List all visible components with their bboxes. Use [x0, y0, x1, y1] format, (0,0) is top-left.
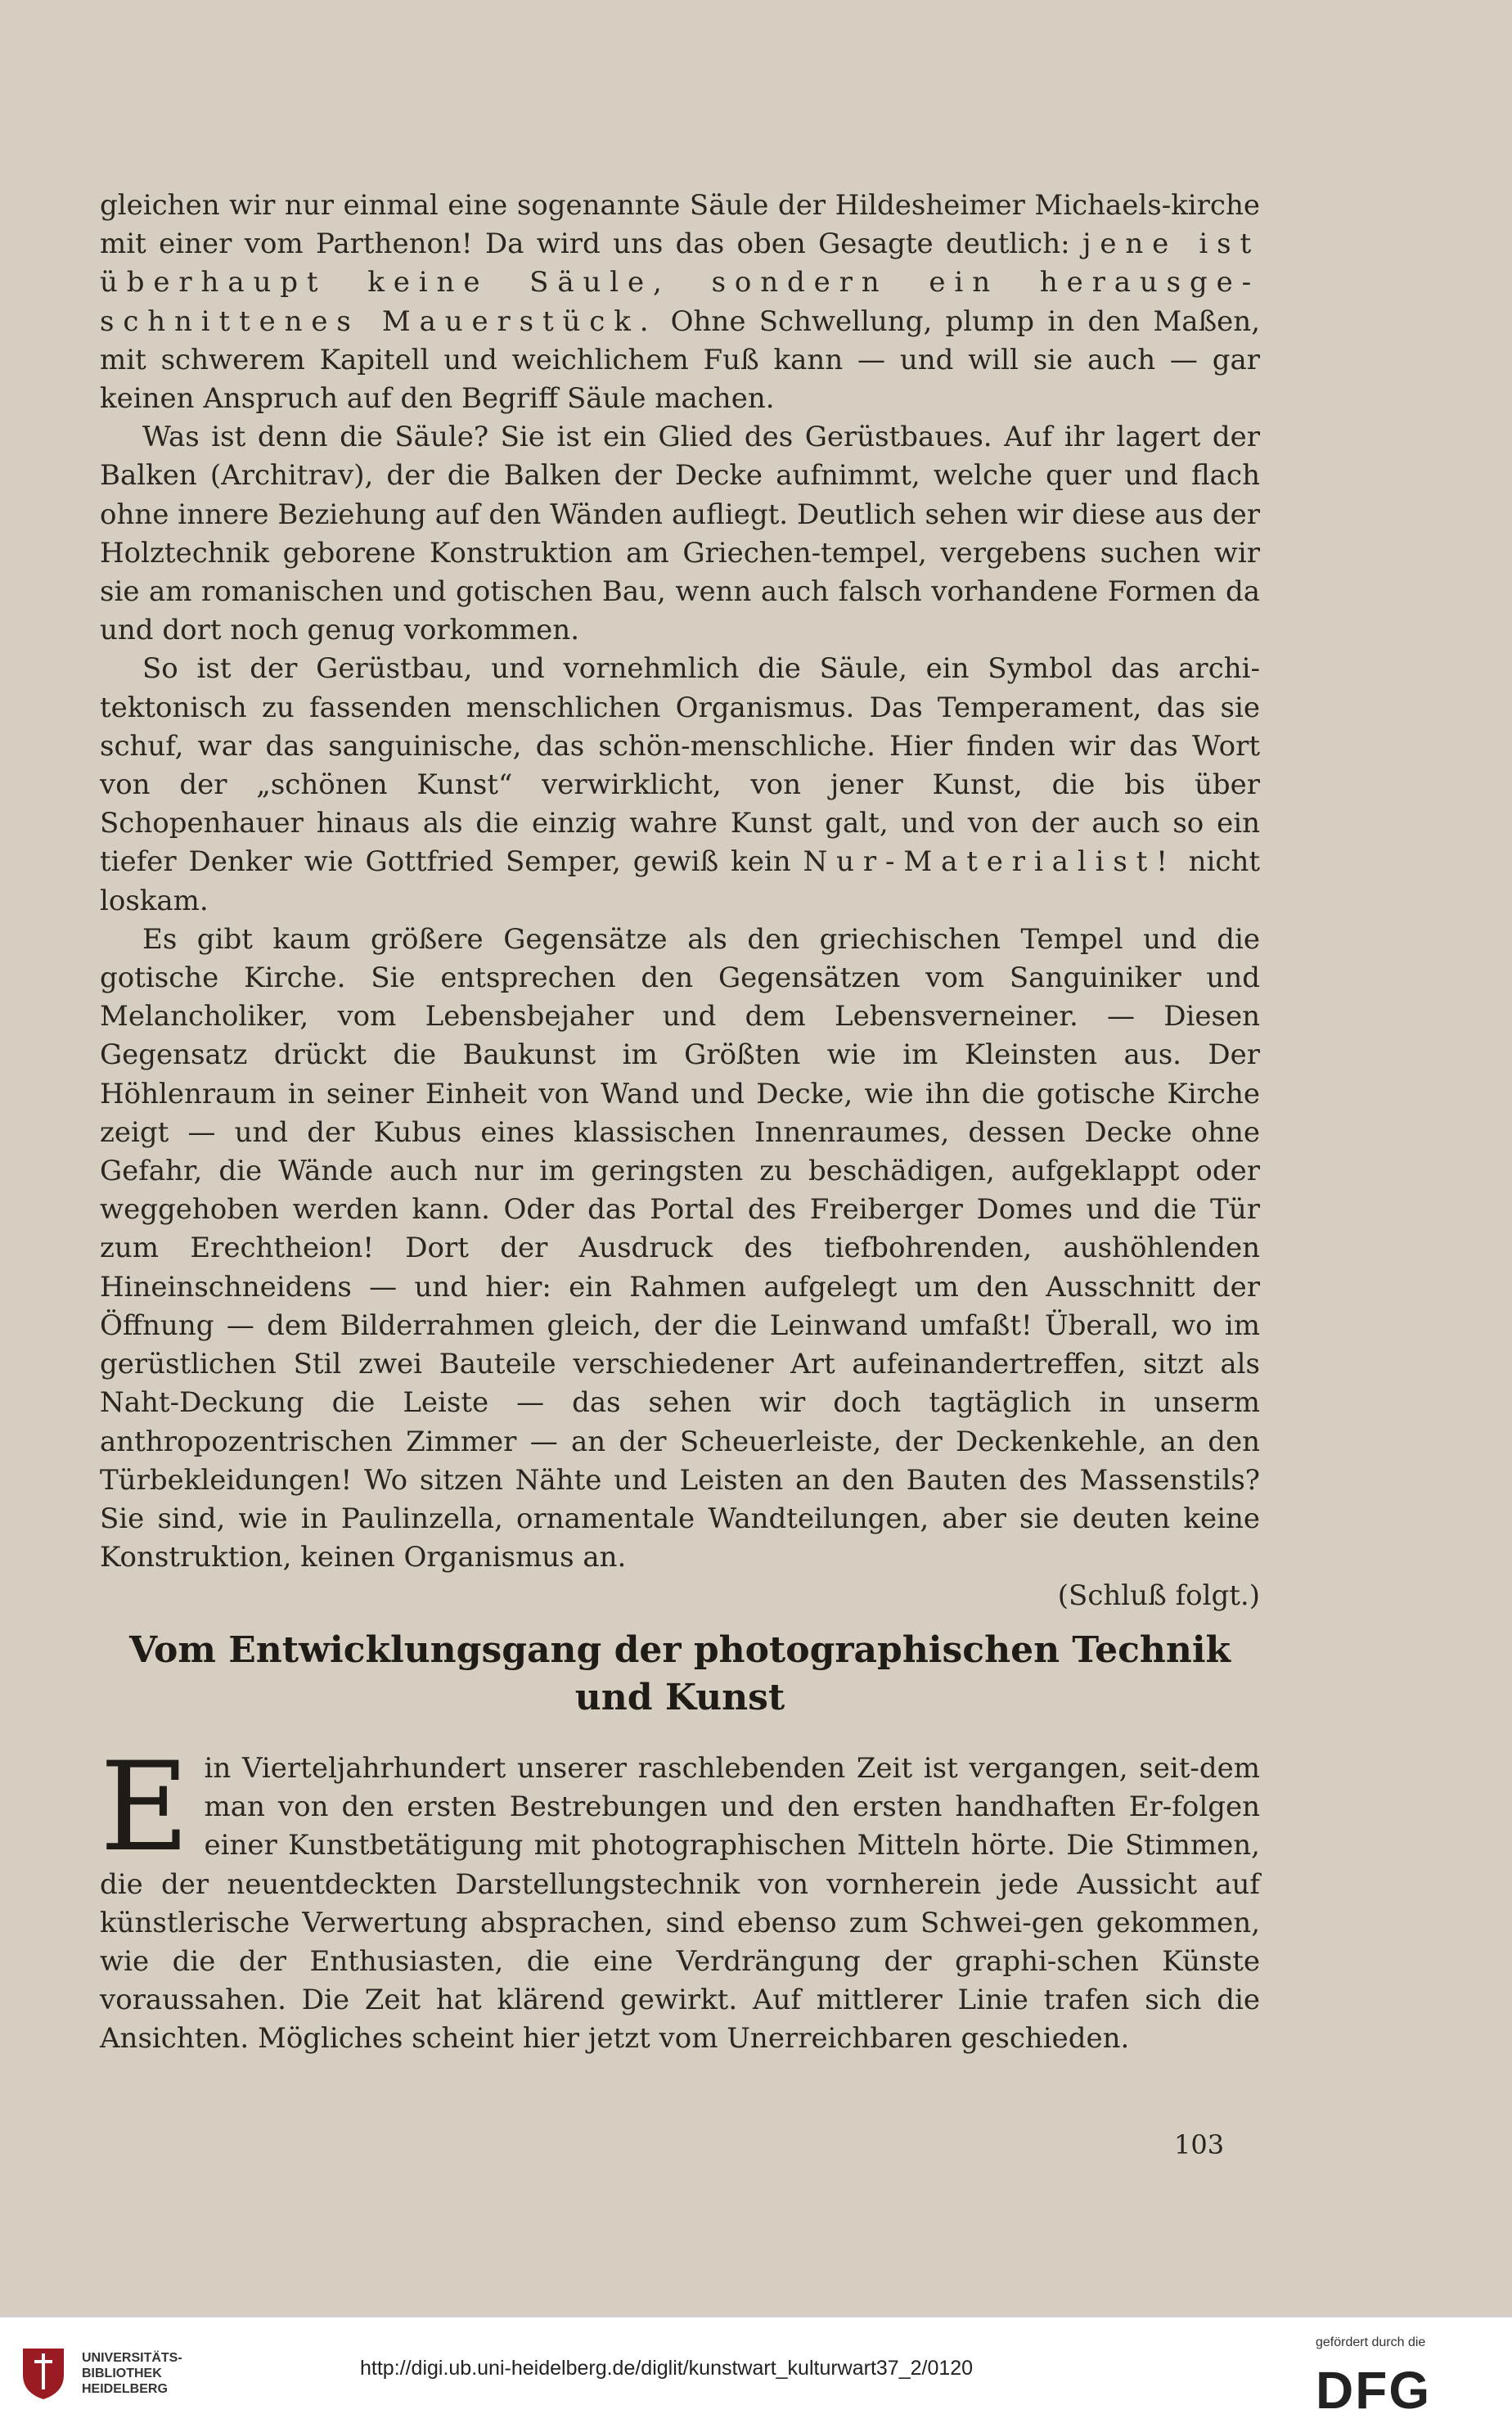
emphasized-word: Nur-Materialist!	[803, 845, 1177, 879]
footer-bar	[0, 2316, 1512, 2432]
page-number: 103	[1174, 2129, 1225, 2160]
article-2-title-line-1: Vom Entwicklungsgang der photographischen Technik	[128, 1629, 1231, 1671]
dfg-logo: DFG	[1316, 2361, 1432, 2420]
paragraph-3-text: So ist der Gerüstbau, und vornehmlich die Säule, ein Symbol das archi-tektonisch zu fassenden menschlichen Organismus. Das Temperament, das sie schuf, war das sanguinische, das schön-menschliche. Hier finden wir das Wort von der „schönen Kunst“ verwirklicht, von jener Kunst, die bis über Schopenhauer hinaus als die einzig wahre Kunst galt, und von der auch so ein tiefer Denker wie Gottfried Semper, gewiß kein	[100, 652, 1260, 879]
article-1-body	[100, 187, 1260, 1616]
article-2-body	[100, 1736, 1260, 2059]
university-name-line-3: HEIDELBERG	[82, 2382, 168, 2396]
paragraph-1	[100, 187, 1260, 418]
article-2-title	[100, 1627, 1260, 1722]
paragraph-1-sentence-1: gleichen wir nur einmal eine sogenannte Säule der Hildesheimer Michaels-kirche mit einer vom Parthenon! Da wird uns das oben Gesagte deutlich:	[100, 189, 1260, 261]
university-name	[82, 2350, 182, 2397]
continued-note: (Schluß folgt.)	[1057, 1579, 1260, 1613]
source-url-link[interactable]: http://digi.ub.uni-heidelberg.de/diglit/kunstwart_kulturwart37_2/0120	[360, 2357, 974, 2380]
university-seal-icon	[18, 2342, 69, 2401]
paragraph-3-ending: nicht loskam.	[100, 845, 1261, 917]
article-2-title-line-2: und Kunst	[574, 1677, 785, 1718]
funded-by-label: gefördert durch die	[1316, 2335, 1426, 2349]
paragraph-4: Es gibt kaum größere Gegensätze als den griechischen Tempel und die gotische Kirche. Sie entsprechen den Gegensätzen vom Sanguiniker und Melancholiker, vom Lebensbejaher und dem Lebensverneiner. — Diesen Gegensatz drückt die Baukunst im Größten wie im Kleinsten aus. Der Höhlenraum in seiner Einheit von Wand und Decke, wie ihn die gotische Kirche zeigt — und der Kubus eines klassischen Innenraumes, dessen Decke ohne Gefahr, die Wände auch nur im geringsten zu beschädigen, aufgeklappt oder weggehoben werden kann. Oder das Portal des Freiberger Domes und die Tür zum Erechtheion! Dort der Ausdruck des tiefbohrenden, aushöhlenden Hineinschneidens — und hier: ein Rahmen aufgelegt um den Ausschnitt der Öffnung — dem Bilderrahmen gleich, der die Leinwand umfaßt! Überall, wo im gerüstlichen Stil zwei Bauteile verschiedener Art aufeinandertreffen, sitzt als Naht-Deckung die Leiste — das sehen wir doch tagtäglich in unserm anthropozentrischen Zimmer — an der Scheuerleiste, der Deckenkehle, an den Türbekleidungen! Wo sitzen Nähte und Leisten an den Bauten des Massenstils? Sie sind, wie in Paulinzella, ornamentale Wandteilungen, aber sie deuten keine Konstruktion, keinen Organismus an.	[100, 922, 1260, 1574]
university-name-line-2: BIBLIOTHEK	[82, 2367, 162, 2380]
emphasized-phrase: jene ist überhaupt keine Säule, sondern ein herausge-schnittenes Mauerstück.	[100, 227, 1261, 338]
paragraph-2: Was ist denn die Säule? Sie ist ein Glied des Gerüstbaues. Auf ihr lagert der Balken (Architrav), der die Balken der Decke aufnimmt, welche quer und flach ohne innere Beziehung auf den Wänden aufliegt. Deutlich sehen wir diese aus der Holztechnik geborene Konstruktion am Griechen-tempel, vergebens suchen wir sie am romanischen und gotischen Bau, wenn auch falsch vorhandene Formen da und dort noch genug vorkommen.	[100, 421, 1260, 647]
paragraph-1-sentence-2: Ohne Schwellung, plump in den Maßen, mit schwerem Kapitell und weichlichem Fuß kann — und will sie auch — gar keinen Anspruch auf den Begriff Säule machen.	[100, 304, 1261, 416]
paragraph-3	[100, 650, 1260, 920]
article-2-paragraph: in Vierteljahrhundert unserer raschlebenden Zeit ist vergangen, seit-dem man von den ersten Bestrebungen und den ersten handhaften Er-folgen einer Kunstbetätigung mit photographischen Mitteln hörte. Die Stimmen, die der neuentdeckten Darstellungstechnik von vornherein jede Aussicht auf künstlerische Verwertung absprachen, sind ebenso zum Schwei-gen gekommen, wie die der Enthusiasten, die eine Verdrängung der graphi-schen Künste voraussahen. Die Zeit hat klärend gewirkt. Auf mittlerer Linie trafen sich die Ansichten. Mögliches scheint hier jetzt vom Unerreichbaren geschieden.	[100, 1752, 1260, 2056]
university-name-line-1: UNIVERSITÄTS-	[82, 2351, 182, 2365]
drop-cap: E	[100, 1736, 190, 1879]
